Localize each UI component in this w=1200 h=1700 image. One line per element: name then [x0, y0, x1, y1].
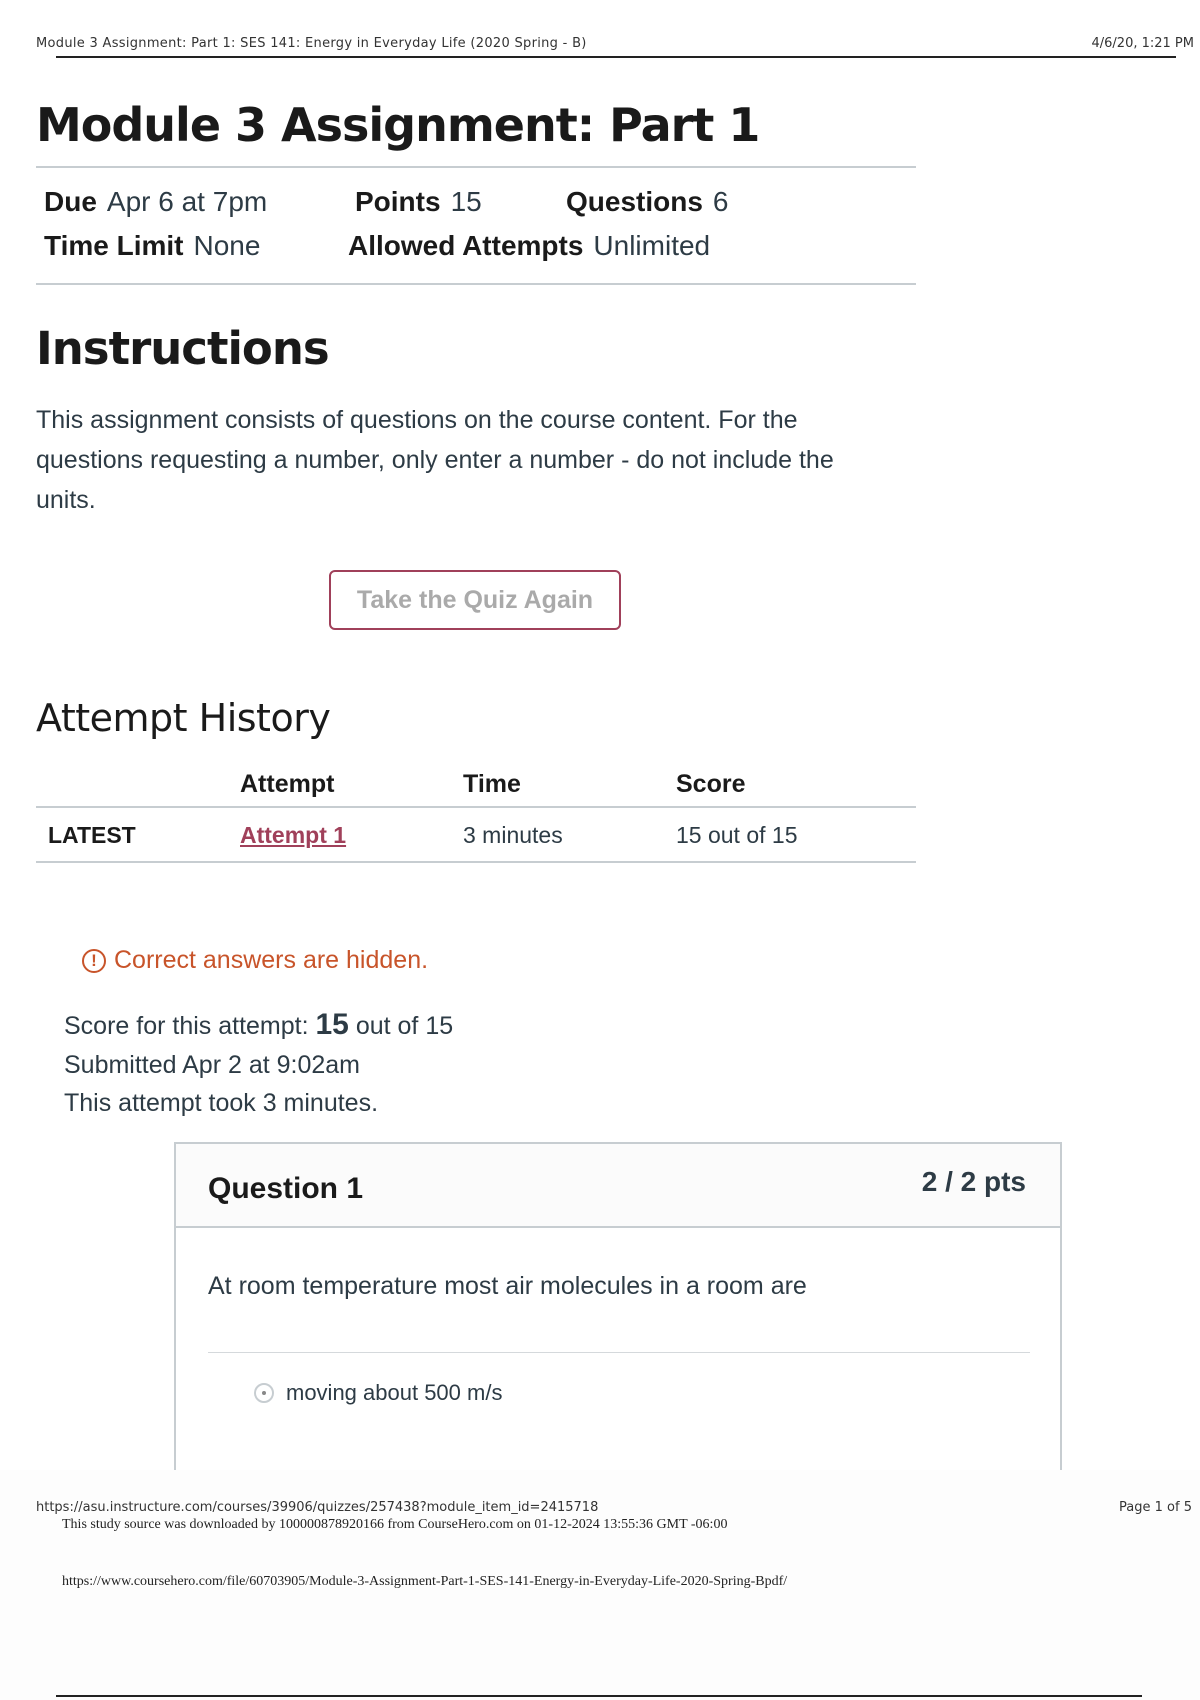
print-header-title: Module 3 Assignment: Part 1: SES 141: Energy in Everyday Life (2020 Spring - B): [36, 36, 587, 51]
question-points: 2 / 2 pts: [921, 1166, 1026, 1197]
points-label: Points: [355, 186, 441, 217]
time-limit-info: [44, 230, 260, 262]
radio-icon[interactable]: [254, 1383, 274, 1403]
column-header-score: Score: [676, 770, 746, 798]
attempt-status-badge: LATEST: [48, 822, 136, 848]
attempt-1-link[interactable]: Attempt 1: [240, 822, 347, 848]
question-divider: [208, 1352, 1030, 1353]
submitted-time: Submitted Apr 2 at 9:02am: [64, 1051, 361, 1079]
attempt-score: 15 out of 15: [676, 822, 798, 848]
print-header-date: 4/6/20, 1:21 PM: [1091, 36, 1194, 51]
footer-divider: [56, 1695, 1142, 1697]
attempt-score-summary: [64, 1008, 453, 1042]
page-url: https://asu.instructure.com/courses/39906/quizzes/257438?module_item_id=2415718: [36, 1500, 599, 1515]
time-limit-label: Time Limit: [44, 230, 184, 261]
questions-label: Questions: [566, 186, 703, 217]
hidden-answers-text: Correct answers are hidden.: [114, 946, 429, 974]
instructions-heading: Instructions: [36, 322, 329, 375]
questions-value: 6: [712, 186, 729, 217]
instructions-text: This assignment consists of questions on the course content. For the questions requesting a number, only enter a number - do not include the units.: [36, 406, 834, 514]
due-value: Apr 6 at 7pm: [106, 186, 268, 217]
time-limit-value: None: [193, 230, 261, 261]
question-title: Question 1: [208, 1172, 364, 1205]
exclamation-circle-icon: !: [82, 949, 106, 973]
table-row-divider: [36, 861, 916, 863]
page-number: Page 1 of 5: [1119, 1500, 1192, 1515]
attempt-time: 3 minutes: [463, 822, 563, 848]
points-info: [355, 186, 482, 218]
allowed-attempts-value: Unlimited: [593, 230, 711, 261]
score-prefix: Score for this attempt:: [64, 1012, 316, 1040]
source-note: This study source was downloaded by 100000878920166 from CourseHero.com on 01-12-2024 13:55:36 GMT -06:00: [62, 1517, 728, 1532]
question-text: At room temperature most air molecules in a room are: [208, 1272, 807, 1300]
coursehero-url: https://www.coursehero.com/file/60703905/Module-3-Assignment-Part-1-SES-141-Energy-in-Everyday-Life-2020-Spring-Bpdf/: [62, 1574, 788, 1589]
attempt-duration: This attempt took 3 minutes.: [64, 1089, 379, 1117]
answer-option[interactable]: [254, 1380, 502, 1406]
due-info: [44, 186, 267, 218]
table-header-divider: [36, 806, 916, 808]
column-header-attempt: Attempt: [240, 770, 335, 798]
allowed-attempts-info: [348, 230, 710, 262]
attempt-link-cell: [240, 822, 346, 849]
question-card: [174, 1142, 1062, 1472]
meta-divider: [36, 283, 916, 285]
page-title: Module 3 Assignment: Part 1: [36, 98, 760, 152]
points-value: 15: [450, 186, 482, 217]
title-divider: [36, 166, 916, 168]
due-label: Due: [44, 186, 97, 217]
answer-label: moving about 500 m/s: [286, 1380, 503, 1405]
attempt-history-heading: Attempt History: [36, 696, 331, 740]
take-quiz-again-button[interactable]: Take the Quiz Again: [329, 570, 621, 630]
hidden-answers-alert: [82, 946, 428, 975]
score-value: 15: [315, 1008, 349, 1041]
allowed-attempts-label: Allowed Attempts: [348, 230, 584, 261]
question-header: [176, 1144, 1060, 1228]
questions-info: [566, 186, 729, 218]
score-suffix: out of 15: [348, 1012, 454, 1040]
header-divider: [56, 56, 1176, 58]
column-header-time: Time: [463, 770, 521, 798]
